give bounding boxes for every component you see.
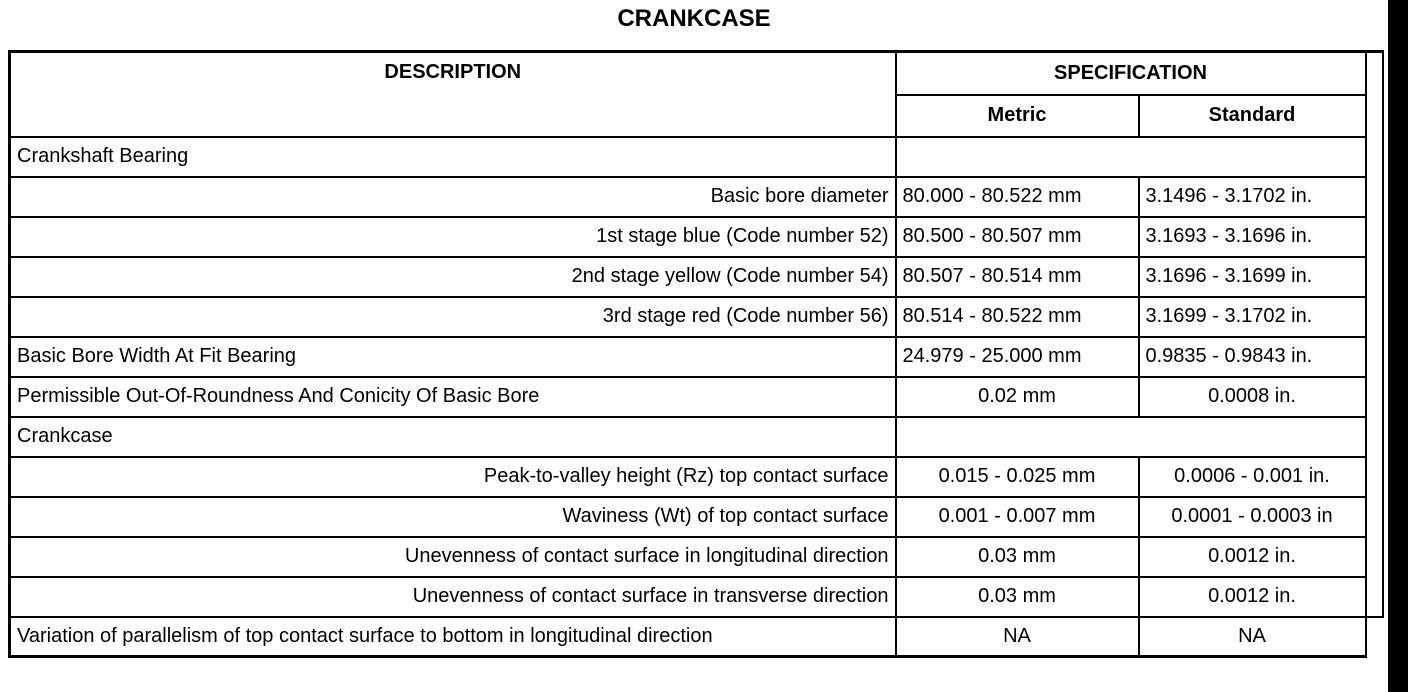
row-description: Basic bore diameter: [10, 177, 896, 217]
row-standard: 0.9835 - 0.9843 in.: [1139, 337, 1366, 377]
row-description: Waviness (Wt) of top contact surface: [10, 497, 896, 537]
table-row: [10, 137, 1383, 177]
row-metric: 80.000 - 80.522 mm: [896, 177, 1139, 217]
row-description: Unevenness of contact surface in longitudinal direction: [10, 537, 896, 577]
row-standard: 0.0012 in.: [1139, 537, 1366, 577]
row-value-empty: [896, 137, 1366, 177]
row-standard: 3.1693 - 3.1696 in.: [1139, 217, 1366, 257]
row-description: 1st stage blue (Code number 52): [10, 217, 896, 257]
row-standard: 0.0012 in.: [1139, 577, 1366, 617]
table-row: [10, 377, 1383, 417]
row-metric: 80.507 - 80.514 mm: [896, 257, 1139, 297]
row-standard: 3.1696 - 3.1699 in.: [1139, 257, 1366, 297]
header-standard: Standard: [1139, 95, 1366, 137]
row-metric: 80.500 - 80.507 mm: [896, 217, 1139, 257]
table-row: [10, 577, 1383, 617]
row-description: Basic Bore Width At Fit Bearing: [10, 337, 896, 377]
row-standard: 0.0008 in.: [1139, 377, 1366, 417]
row-description: Crankshaft Bearing: [10, 137, 896, 177]
row-metric: 0.03 mm: [896, 537, 1139, 577]
row-metric: NA: [896, 617, 1139, 657]
row-description: Peak-to-valley height (Rz) top contact surface: [10, 457, 896, 497]
table-row: [10, 617, 1383, 657]
table-row: [10, 497, 1383, 537]
row-description: Crankcase: [10, 417, 896, 457]
page-title: CRANKCASE: [617, 5, 771, 32]
table-row: [10, 537, 1383, 577]
row-metric: 0.03 mm: [896, 577, 1139, 617]
right-edge-bar: [1388, 0, 1408, 692]
row-description: Unevenness of contact surface in transverse direction: [10, 577, 896, 617]
row-standard: 0.0001 - 0.0003 in: [1139, 497, 1366, 537]
spec-table: [8, 50, 1384, 658]
row-metric: 0.015 - 0.025 mm: [896, 457, 1139, 497]
row-description: Permissible Out-Of-Roundness And Conicity Of Basic Bore: [10, 377, 896, 417]
header-specification: SPECIFICATION: [896, 52, 1366, 95]
header-description: DESCRIPTION: [10, 52, 896, 137]
row-description: 3rd stage red (Code number 56): [10, 297, 896, 337]
row-metric: 80.514 - 80.522 mm: [896, 297, 1139, 337]
row-metric: 24.979 - 25.000 mm: [896, 337, 1139, 377]
table-row: [10, 217, 1383, 257]
row-metric: 0.02 mm: [896, 377, 1139, 417]
row-metric: 0.001 - 0.007 mm: [896, 497, 1139, 537]
table-row: [10, 337, 1383, 377]
side-column: [1366, 52, 1383, 617]
row-description: 2nd stage yellow (Code number 54): [10, 257, 896, 297]
row-value-empty: [896, 417, 1366, 457]
row-description: Variation of parallelism of top contact surface to bottom in longitudinal direction: [10, 617, 896, 657]
row-standard: NA: [1139, 617, 1366, 657]
table-row: [10, 457, 1383, 497]
table-row: [10, 177, 1383, 217]
table-row: [10, 257, 1383, 297]
table-row: [10, 417, 1383, 457]
header-metric: Metric: [896, 95, 1139, 137]
row-standard: 0.0006 - 0.001 in.: [1139, 457, 1366, 497]
row-standard: 3.1496 - 3.1702 in.: [1139, 177, 1366, 217]
table-row: [10, 297, 1383, 337]
row-standard: 3.1699 - 3.1702 in.: [1139, 297, 1366, 337]
